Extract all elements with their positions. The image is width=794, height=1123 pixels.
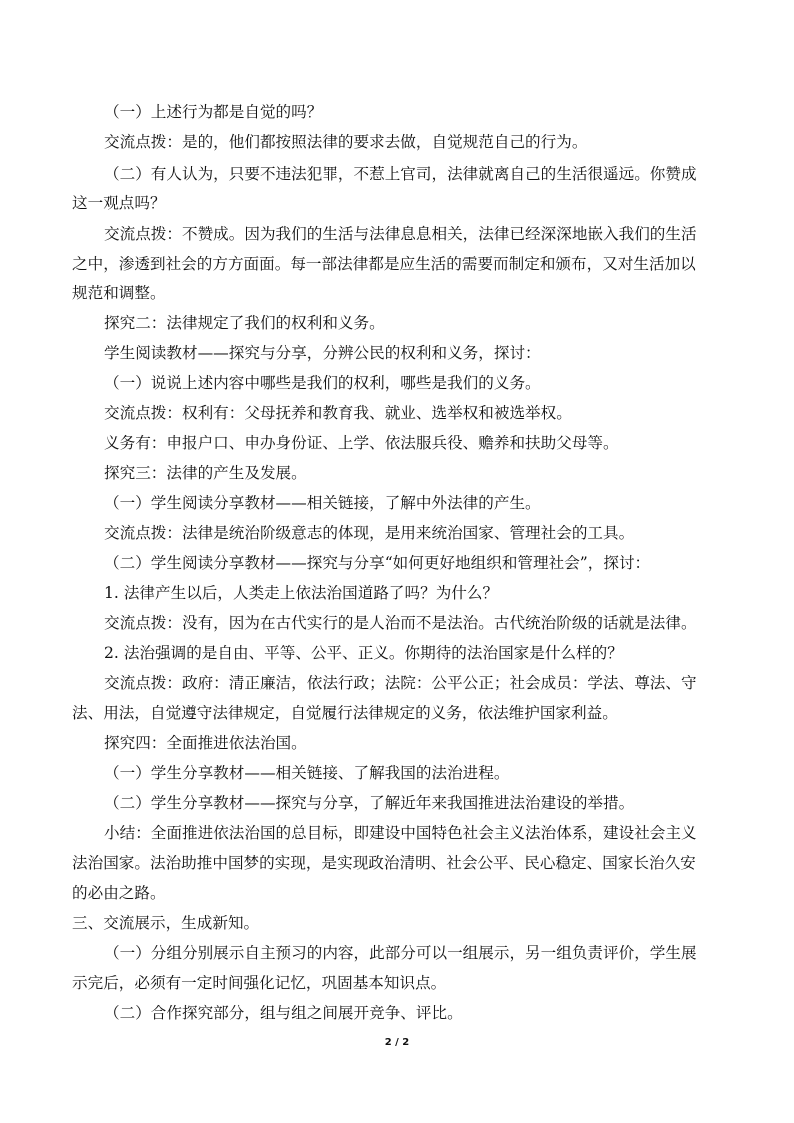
text-line: （一）学生分享教材——相关链接、了解我国的法治进程。 [104, 764, 510, 782]
text-line: 交流点拨：权利有：父母抚养和教育我、就业、选举权和被选举权。 [104, 404, 572, 422]
text-line: （一）学生阅读分享教材——相关链接，了解中外法律的产生。 [104, 494, 541, 512]
text-line: （一）分组分别展示自主预习的内容，此部分可以一组展示，另一组负责评价，学生展 [104, 944, 697, 962]
text-line: （一）上述行为都是自觉的吗？ [104, 103, 323, 121]
text-line: 示完后，必须有一定时间强化记忆，巩固基本知识点。 [72, 974, 447, 992]
section-heading: 三、交流展示，生成新知。 [72, 914, 260, 932]
text-line: 交流点拨：是的，他们都按照法律的要求去做，自觉规范自己的行为。 [104, 133, 588, 151]
page-number: 2 / 2 [384, 1037, 410, 1048]
text-line: 规范和调整。 [72, 284, 166, 302]
text-line: （二）学生分享教材——探究与分享，了解近年来我国推进法治建设的举措。 [104, 794, 635, 812]
text-line: 义务有：申报户口、申办身份证、上学、依法服兵役、赡养和扶助父母等。 [104, 434, 619, 452]
text-line: 的必由之路。 [72, 884, 166, 902]
text-line: （二）有人认为，只要不违法犯罪，不惹上官司，法律就离自己的生活很遥远。你赞成 [104, 165, 697, 183]
text-line: 探究三：法律的产生及发展。 [104, 464, 307, 482]
text-line: 之中，渗透到社会的方方面面。每一部法律都是应生活的需要而制定和颁布，又对生活加以 [72, 255, 696, 273]
text-line: （一）说说上述内容中哪些是我们的权利，哪些是我们的义务。 [104, 374, 541, 392]
text-line: 法、用法，自觉遵守法律规定，自觉履行法律规定的义务，依法维护国家利益。 [72, 704, 618, 722]
text-line: （二）合作探究部分，组与组之间展开竞争、评比。 [104, 1004, 463, 1022]
text-line: 交流点拨：不赞成。因为我们的生活与法律息息相关，法律已经深深地嵌入我们的生活 [104, 225, 697, 243]
text-line: 这一观点吗？ [72, 194, 166, 212]
text-line: 2. 法治强调的是自由、平等、公平、正义。你期待的法治国家是什么样的？ [104, 644, 623, 662]
text-line: （二）学生阅读分享教材——探究与分享“如何更好地组织和管理社会”，探讨： [104, 554, 651, 572]
text-line: 交流点拨：法律是统治阶级意志的体现，是用来统治国家、管理社会的工具。 [104, 524, 635, 542]
text-line: 法治国家。法治助推中国梦的实现，是实现政治清明、社会公平、民心稳定、国家长治久安 [72, 854, 696, 872]
text-line: 学生阅读教材——探究与分享，分辨公民的权利和义务，探讨： [104, 344, 541, 362]
text-line: 交流点拨：没有，因为在古代实行的是人治而不是法治。古代统治阶级的话就是法律。 [104, 614, 697, 632]
text-line: 交流点拨：政府：清正廉洁，依法行政；法院：公平公正；社会成员：学法、尊法、守 [104, 674, 697, 692]
text-line: 1. 法律产生以后，人类走上依法治国道路了吗？为什么？ [104, 584, 499, 602]
text-line: 探究四：全面推进依法治国。 [104, 734, 307, 752]
text-line: 探究二：法律规定了我们的权利和义务。 [104, 314, 385, 332]
text-line: 小结：全面推进依法治国的总目标，即建设中国特色社会主义法治体系，建设社会主义 [104, 824, 697, 842]
